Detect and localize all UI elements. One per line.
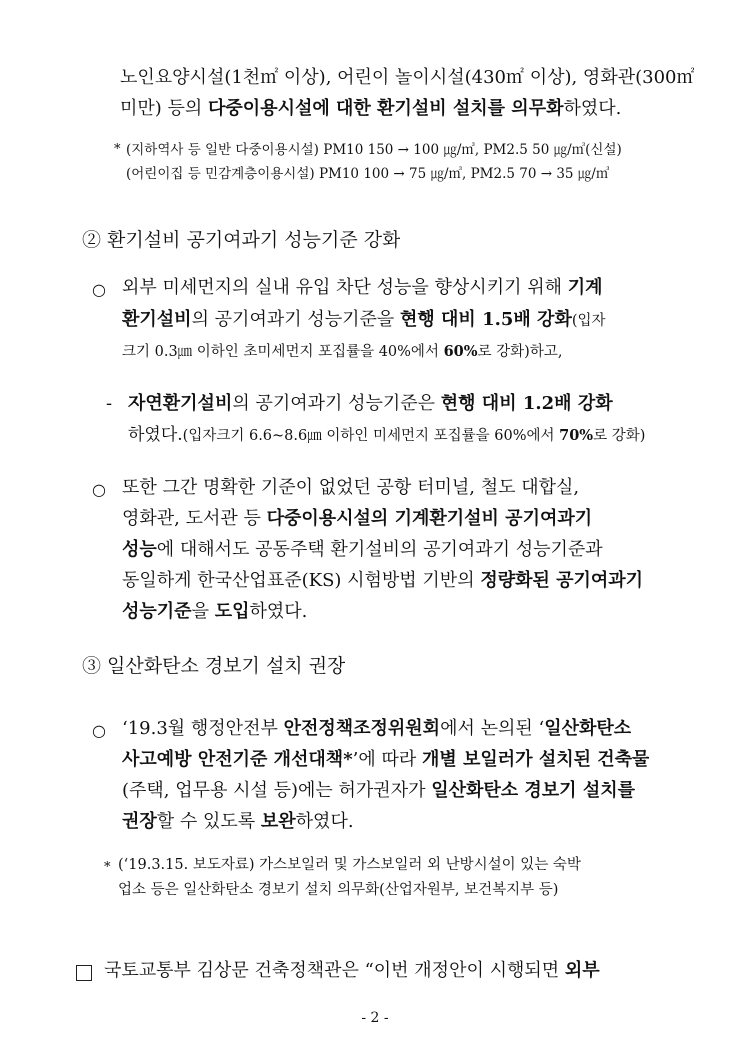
page-number: - 2 - [361, 1010, 389, 1026]
footnote-line-2: (어린이집 등 민감계층이용시설) PM10 100 → 75 ㎍/㎥, PM2.5 70 → 35 ㎍/㎥ [126, 166, 610, 182]
intro-line-2: 미만) 등의 다중이용시설에 대한 환기설비 설치를 의무화하였다. [120, 98, 622, 119]
footnote-line-1: (‘19.3.15. 보도자료) 가스보일러 및 가스보일러 외 난방시설이 있는 숙박 [118, 857, 581, 873]
footnote-line-1: (지하역사 등 일반 다중이용시설) PM10 150 → 100 ㎍/㎥, PM2.5 50 ㎍/㎥(신설) [126, 142, 622, 158]
dash-marker: - [106, 393, 113, 414]
section-3-heading: ③ 일산화탄소 경보기 설치 권장 [82, 655, 346, 677]
bullet-symbol: ○ [92, 721, 106, 740]
footnote-line-2: 업소 등은 일산화탄소 경보기 설치 의무화(산업자원부, 보건복지부 등) [118, 882, 559, 898]
bullet-symbol: ○ [92, 480, 106, 499]
section-2-heading: ② 환기설비 공기여과기 성능기준 강화 [82, 229, 401, 251]
intro-line-1: 노인요양시설(1천㎡ 이상), 어린이 놀이시설(430㎡ 이상), 영화관(300㎡ [120, 67, 695, 88]
checkbox-square-icon [76, 965, 92, 981]
footnote-marker: * [114, 142, 121, 157]
bullet-symbol: ○ [92, 280, 106, 299]
footnote-marker: * [104, 860, 111, 875]
